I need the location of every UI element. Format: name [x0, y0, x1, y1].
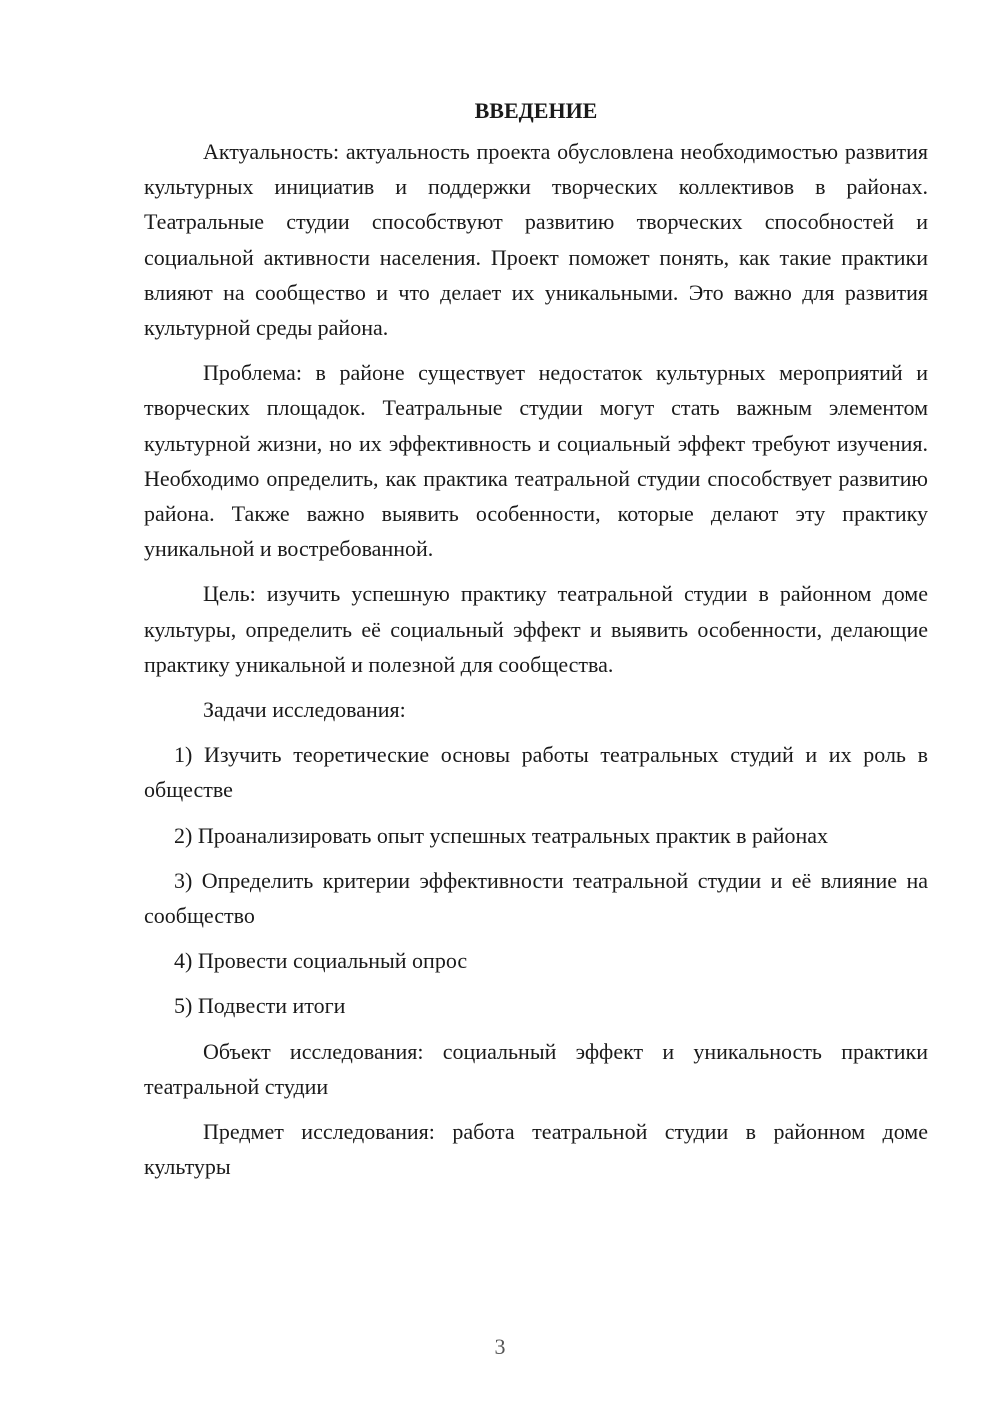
section-title: ВВЕДЕНИЕ — [474, 98, 598, 123]
task-item: 4) Провести социальный опрос — [174, 948, 468, 974]
document-page — [144, 96, 928, 1194]
task-item: 1) Изучить теоретические основы работы театральных студий и их роль в обществе — [144, 742, 928, 803]
task-item: 2) Проанализировать опыт успешных театральных практик в районах — [174, 822, 829, 848]
paragraph-problem: Проблема: в районе существует недостаток культурных мероприятий и творческих площадок. Театральные студии могут стать важным элементом культурной жизни, но их эффективность и социальный эффект требуют изучения. Необходимо определить, как практика театральной студии способствует развитию района. Также важно выявить особенности, которые делают эту практику уникальной и востребованной. — [144, 360, 928, 562]
paragraph-object: Объект исследования: социальный эффект и уникальность практики театральной студии — [144, 1038, 928, 1099]
task-item: 5) Подвести итоги — [174, 993, 346, 1019]
paragraph-subject: Предмет исследования: работа театральной студии в районном доме культуры — [144, 1119, 928, 1180]
paragraph-tasks-heading: Задачи исследования: — [203, 697, 406, 723]
paragraph-relevance: Актуальность: актуальность проекта обусловлена необходимостью развития культурных инициатив и поддержки творческих коллективов в районах. Театральные студии способствуют развитию творческих способностей и социальной активности населения. Проект поможет понять, как такие практики влияют на сообщество и что делает их уникальными. Это важно для развития культурной среды района. — [144, 139, 928, 341]
paragraph-goal: Цель: изучить успешную практику театральной студии в районном доме культуры, определить её социальный эффект и выявить особенности, делающие практику уникальной и полезной для сообщества. — [144, 581, 928, 677]
task-item: 3) Определить критерии эффективности театральной студии и её влияние на сообщество — [144, 867, 928, 929]
page-number: 3 — [494, 1334, 506, 1359]
